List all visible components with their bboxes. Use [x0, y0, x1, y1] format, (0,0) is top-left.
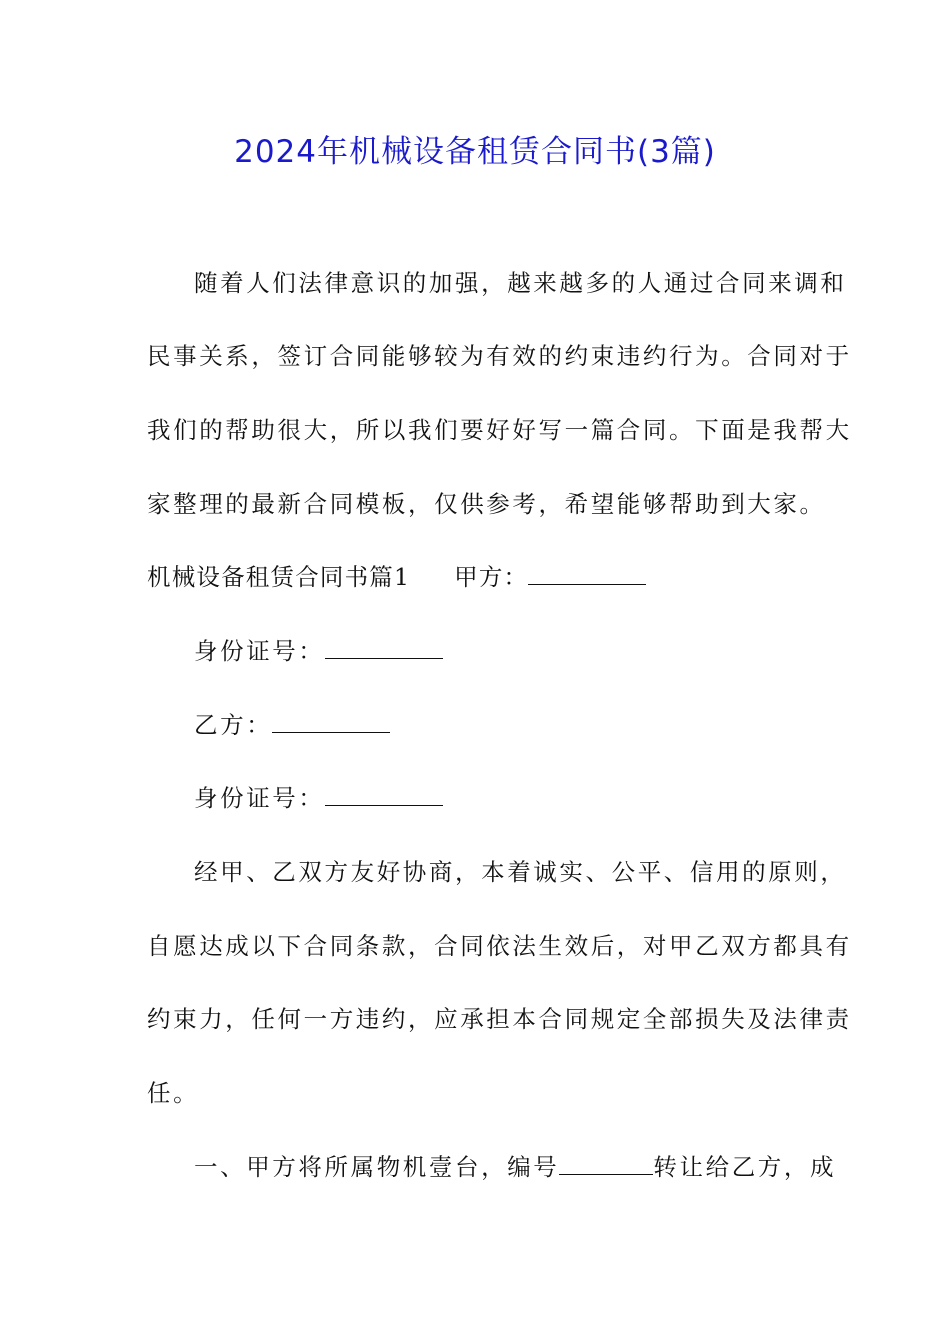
- intro-line-4: 家整理的最新合同模板，仅供参考，希望能够帮助到大家。: [147, 490, 826, 518]
- id-line-a: [194, 631, 806, 671]
- intro-line-3: 我们的帮助很大，所以我们要好好写一篇合同。下面是我帮大: [147, 416, 852, 444]
- section-heading: 机械设备租赁合同书篇1: [147, 563, 411, 591]
- party-a-label: 甲方：: [454, 563, 529, 591]
- party-b-line: [194, 705, 806, 745]
- id-blank-a[interactable]: [325, 638, 443, 659]
- serial-number-blank[interactable]: [559, 1154, 653, 1175]
- id-label-b: 身份证号：: [194, 784, 325, 812]
- id-line-b: [194, 778, 806, 818]
- clause-1-line: [194, 1147, 837, 1187]
- id-label-a: 身份证号：: [194, 637, 325, 665]
- party-a-blank[interactable]: [528, 564, 646, 585]
- document-title: 2024年机械设备租赁合同书(3篇): [234, 134, 716, 170]
- clause-1-start: 一、甲方将所属物机壹台，编号: [194, 1153, 560, 1181]
- agreement-line-1: 经甲、乙双方友好协商，本着诚实、公平、信用的原则，: [194, 858, 847, 886]
- intro-line-1: 随着人们法律意识的加强，越来越多的人通过合同来调和: [194, 269, 847, 297]
- agreement-line-4: 任。: [147, 1079, 200, 1107]
- section-heading-line: [147, 557, 807, 597]
- agreement-line-2: 自愿达成以下合同条款，合同依法生效后，对甲乙双方都具有: [147, 932, 852, 960]
- intro-line-2: 民事关系，签订合同能够较为有效的约束违约行为。合同对于: [147, 342, 852, 370]
- party-b-label: 乙方：: [194, 711, 273, 739]
- id-blank-b[interactable]: [325, 785, 443, 806]
- clause-1-end: 转让给乙方，成: [653, 1153, 837, 1181]
- party-b-blank[interactable]: [272, 712, 390, 733]
- agreement-line-3: 约束力，任何一方违约，应承担本合同规定全部损失及法律责: [147, 1005, 852, 1033]
